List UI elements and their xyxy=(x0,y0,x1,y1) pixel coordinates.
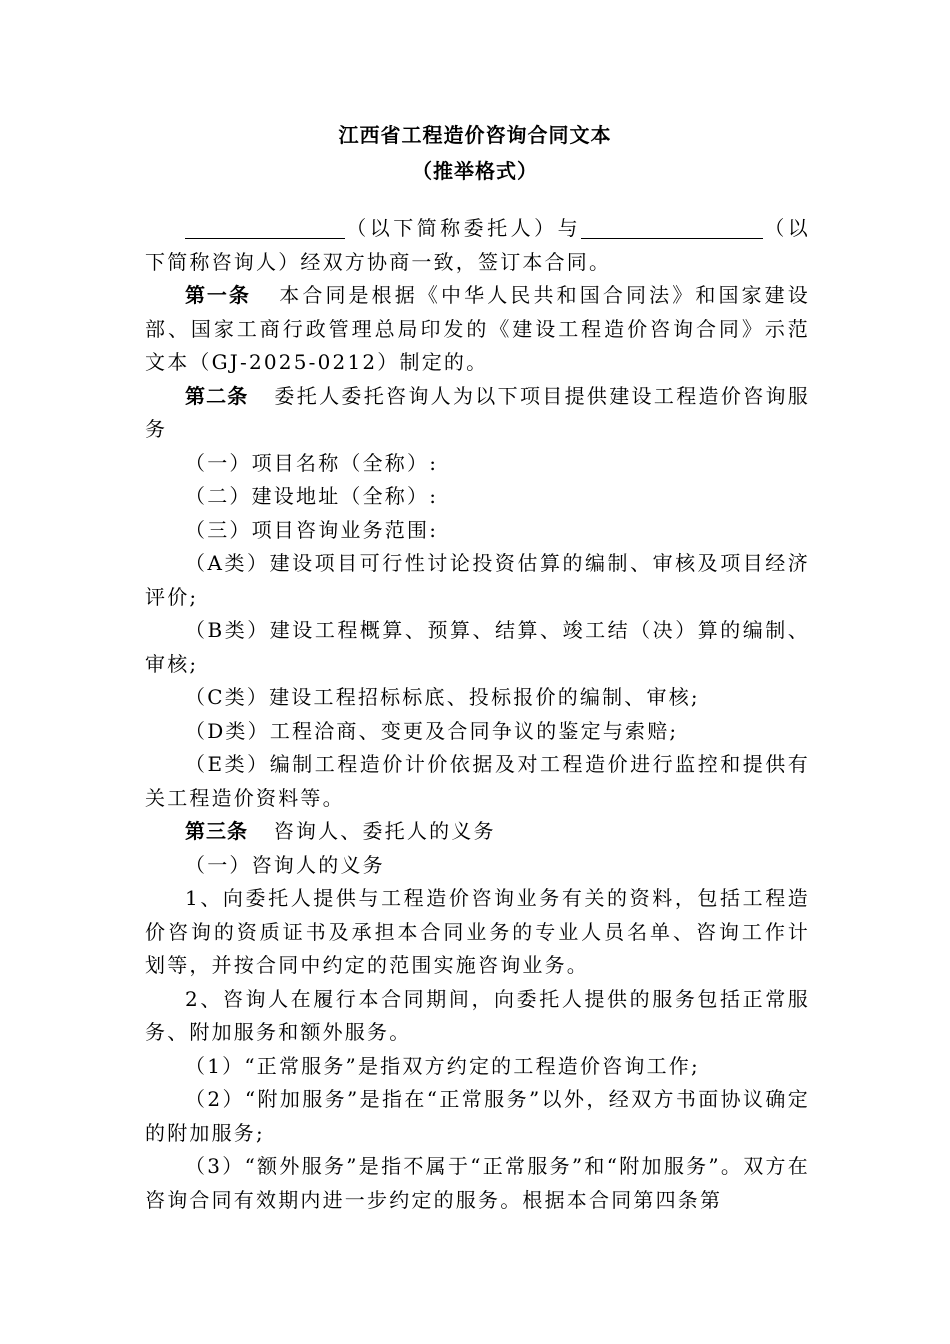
article-2 xyxy=(145,380,810,447)
article-3-heading: 第三条 xyxy=(185,819,248,843)
service-extra: （3）“额外服务”是指不属于“正常服务”和“附加服务”。双方在咨询合同有效期内进一步约定的服务。根据本合同第四条第 xyxy=(145,1154,810,1212)
client-name-blank[interactable] xyxy=(185,216,345,239)
consultant-note-continued: 下简称咨询人）经双方协商一致，签订本合同。 xyxy=(145,249,612,274)
scope-class-d: （D类）工程洽商、变更及合同争议的鉴定与索赔; xyxy=(185,718,679,743)
service-normal: （1）“正常服务”是指双方约定的工程造价咨询工作; xyxy=(185,1053,700,1078)
article-1 xyxy=(145,279,810,380)
document-subtitle: （推举格式） xyxy=(412,159,538,183)
service-additional: （2）“附加服务”是指在“正常服务”以外，经双方书面协议确定的附加服务; xyxy=(145,1087,810,1145)
scope-class-c: （C类）建设工程招标标底、投标报价的编制、审核; xyxy=(185,685,700,709)
consultant-note: （以 xyxy=(763,216,810,240)
article-1-text: 本合同是根据《中华人民共和国合同法》和国家建设部、国家工商行政管理总局印发的《建设工程造价咨询合同》示范文本（GJ-2025-0212）制定的。 xyxy=(145,283,810,374)
article-2-heading: 第二条 xyxy=(185,383,249,408)
parties-paragraph xyxy=(145,212,810,279)
scope-class-e: （E类）编制工程造价计价依据及对工程造价进行监控和提供有关工程造价资料等。 xyxy=(145,752,810,810)
article-3-sub-1: （一）咨询人的义务 xyxy=(185,852,385,877)
document-body xyxy=(145,212,810,1217)
article-3-para-2: 2、咨询人在履行本合同期间，向委托人提供的服务包括正常服务、附加服务和额外服务。 xyxy=(145,986,810,1044)
article-1-heading: 第一条 xyxy=(185,283,251,307)
document-title: 江西省工程造价咨询合同文本 xyxy=(338,123,612,147)
article-3-text: 咨询人、委托人的义务 xyxy=(273,819,496,843)
article-2-text: 委托人委托咨询人为以下项目提供建设工程造价咨询服务 xyxy=(145,383,810,441)
article-2-item-1: （一）项目名称（全称）: xyxy=(185,450,439,475)
consultant-name-blank[interactable] xyxy=(581,216,763,239)
article-3-para-1: 1、向委托人提供与工程造价咨询业务有关的资料，包括工程造价咨询的资质证书及承担本合同业务的专业人员名单、咨询工作计划等，并按合同中约定的范围实施咨询业务。 xyxy=(145,886,810,977)
scope-class-b: （B类）建设工程概算、预算、结算、竣工结（决）算的编制、审核; xyxy=(145,618,810,676)
article-2-item-3: （三）项目咨询业务范围: xyxy=(185,517,439,542)
client-note: （以下简称委托人）与 xyxy=(345,216,582,240)
scope-class-a: （A类）建设项目可行性讨论投资估算的编制、审核及项目经济评价; xyxy=(145,551,810,609)
article-2-item-2: （二）建设地址（全称）: xyxy=(185,484,439,508)
article-3 xyxy=(145,815,810,849)
